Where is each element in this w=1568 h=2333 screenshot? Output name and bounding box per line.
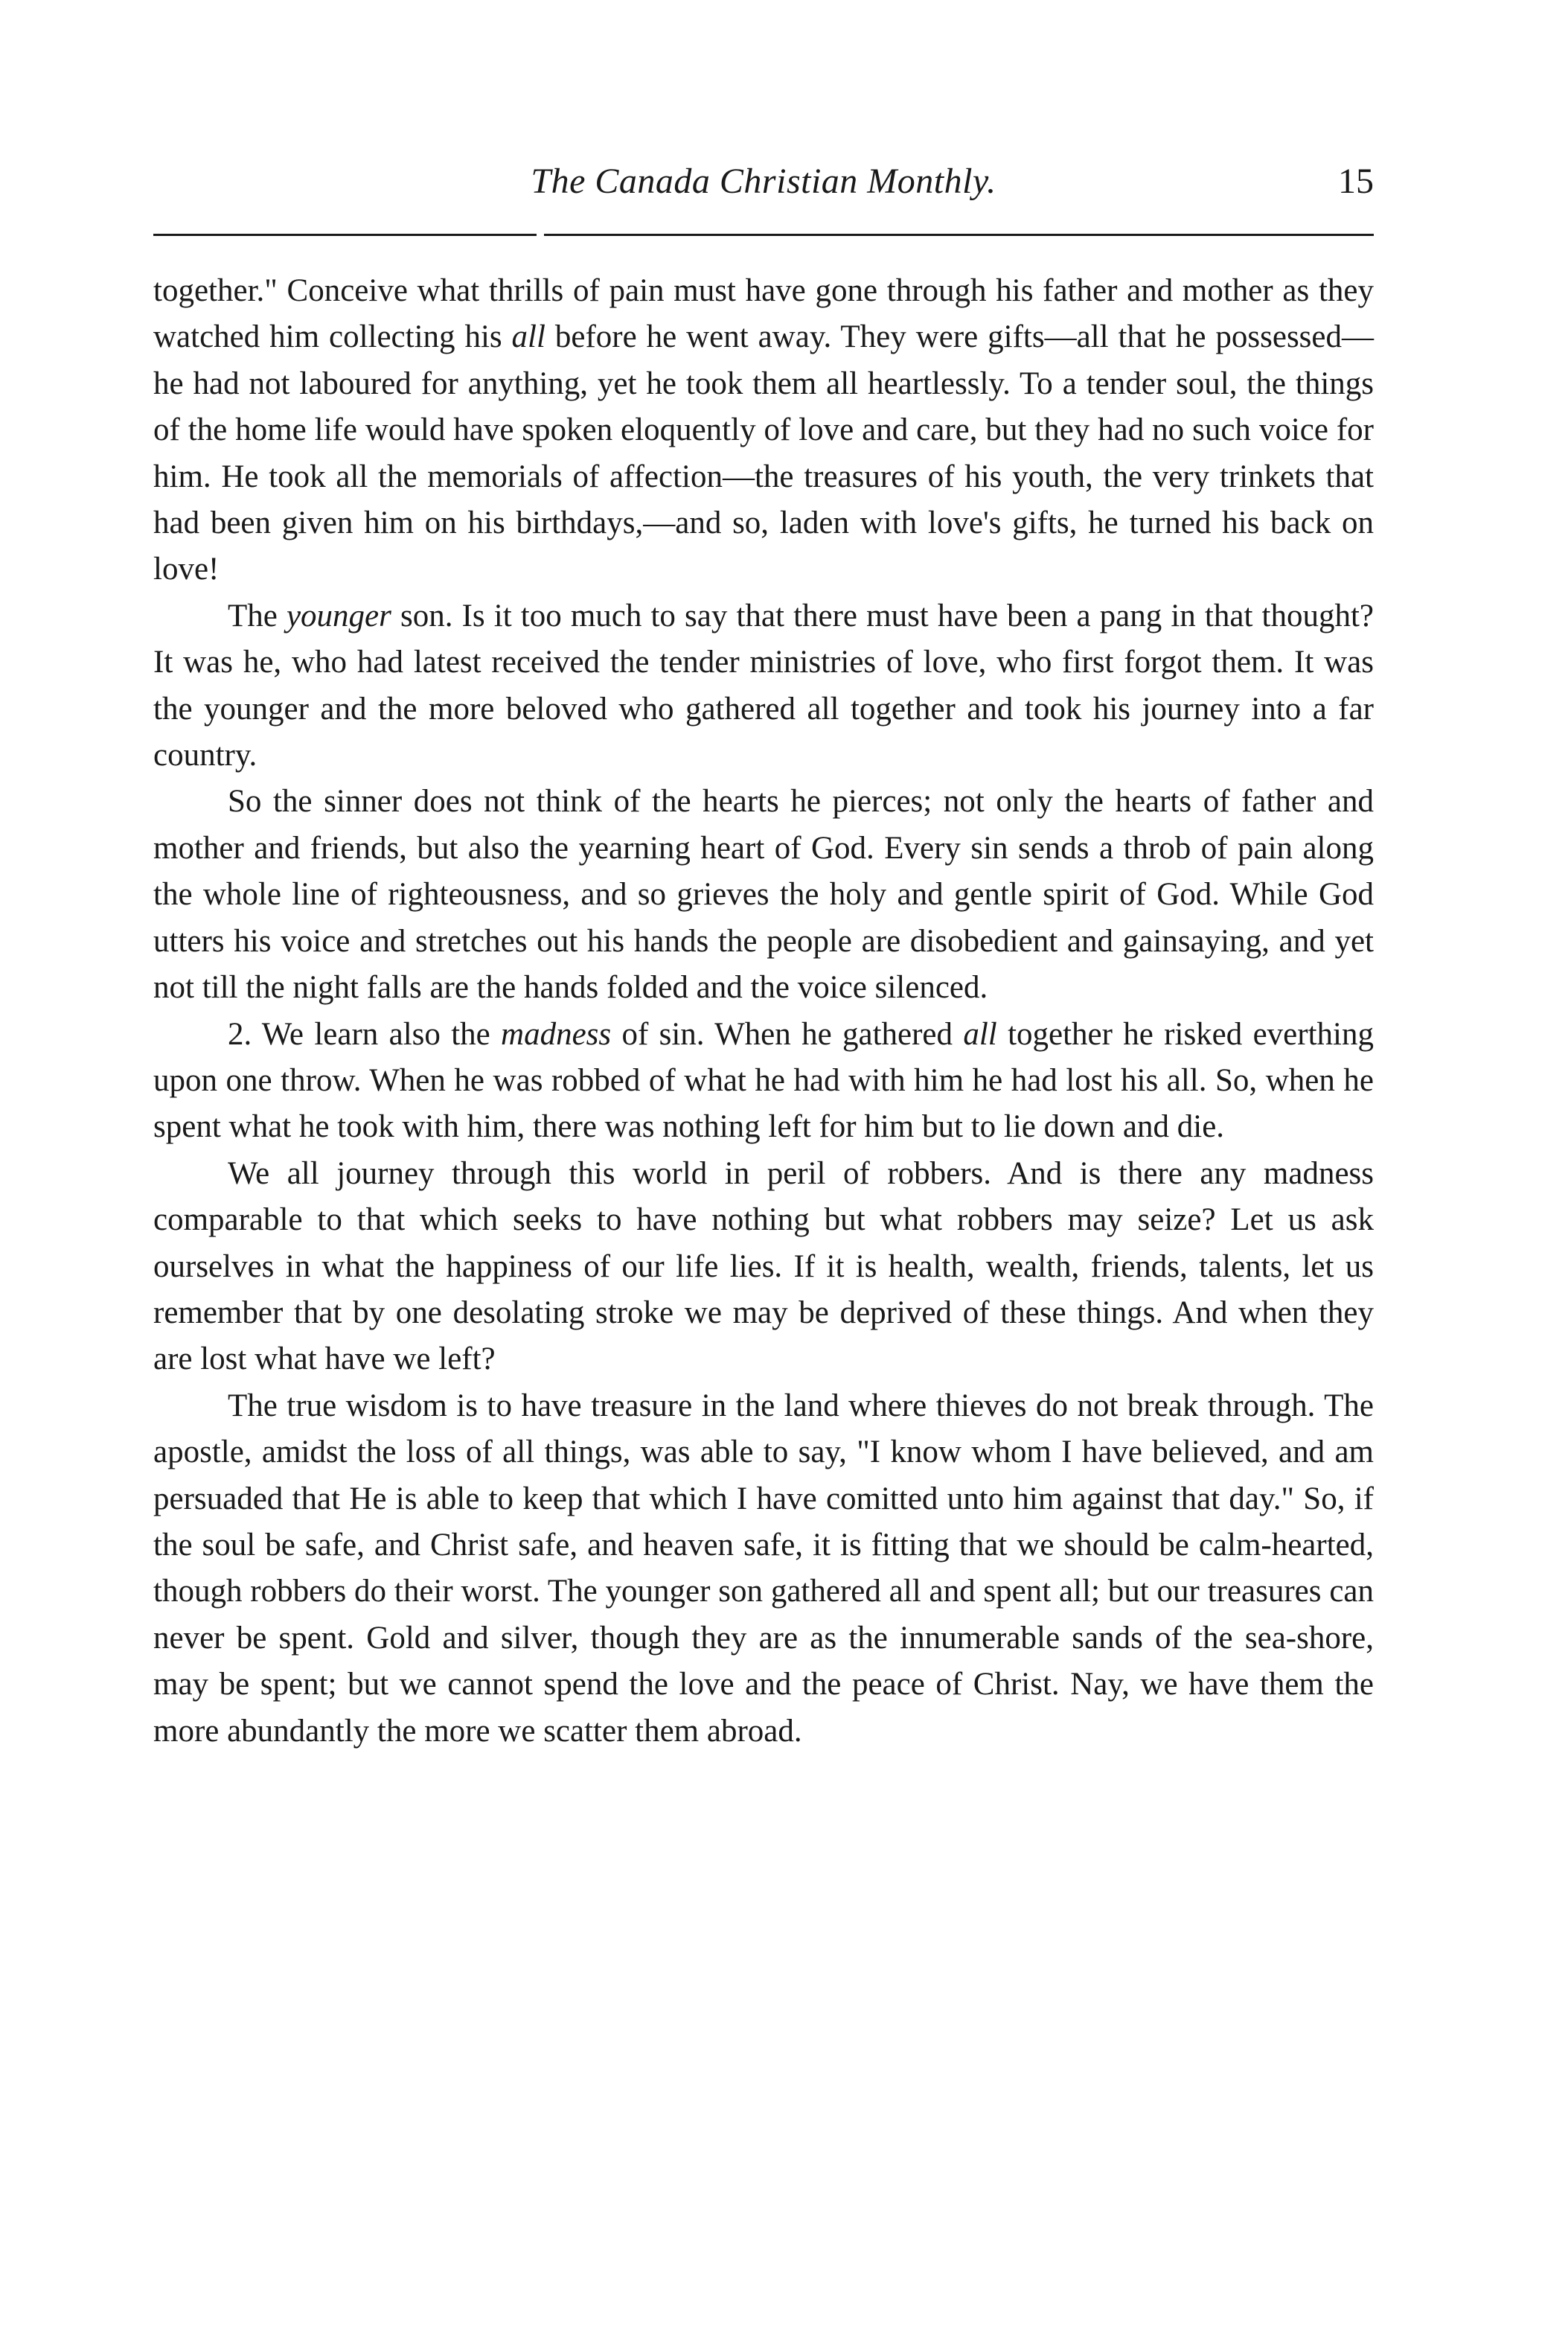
header-rule-right [544,234,1374,236]
paragraph-5 [153,1151,1374,1383]
paragraph-4-emphasis-a: madness [501,1016,612,1052]
paragraph-4-emphasis-b: all [963,1016,997,1052]
paragraph-6-text: The true wisdom is to have treasure in the land where thieves do not break through. The apostle, amidst the loss of all things, was able to say, "I know whom I have believed, and am persuaded that He is able to keep that which I have comitted unto him against that day." So, if the soul be safe, and Christ safe, and heaven safe, it is fitting that we should be calm-hearted, though robbers do their worst. The younger son gathered all and spent all; but our treasures can never be spent. Gold and silver, though they are as the innumerable sands of the sea-shore, may be spent; but we cannot spend the love and the peace of Christ. Nay, we have them the more abundantly the more we scatter them abroad. [153,1388,1374,1749]
paragraph-4-text-b: of sin. When he gathered [611,1016,964,1052]
header-rule-left [153,234,537,236]
paragraph-3-text: So the sinner does not think of the hearts he pierces; not only the hearts of father and mother and friends, but also the yearning heart of God. Every sin sends a throb of pain along the whole line of righteousness, and so grieves the holy and gentle spirit of God. While God utters his voice and stretches out his hands the people are disobedient and gainsaying, and yet not till the night falls are the hands folded and the voice silenced. [153,784,1374,1006]
running-title: The Canada Christian Monthly. [531,162,996,201]
paragraph-4 [153,1012,1374,1151]
paragraph-5-text: We all journey through this world in peril of robbers. And is there any madness comparable to that which seeks to have nothing but what robbers may seize? Let us ask ourselves in what the happiness of our life lies. If it is health, wealth, friends, talents, let us remember that by one desolating stroke we may be deprived of these things. And when they are lost what have we left? [153,1155,1374,1377]
paragraph-4-text-a: 2. We learn also the [228,1016,502,1052]
paragraph-2-text-b: son. Is it too much to say that there must have been a pang in that thought? It was he, who had latest received the tender ministries of love, who first forgot them. It was the younger and the more beloved who gathered all together and took his journey into a far country. [153,598,1374,773]
paragraph-2-emphasis: younger [286,598,391,633]
paragraph-1-text-b: before he went away. They were gifts—all that he possessed—he had not laboured for anything, yet he took them all heartlessly. To a tender soul, the things of the home life would have spoken eloquently of love and care, but they had no such voice for him. He took all the memorials of affection—the treasures of his youth, the very trinkets that had been given him on his birthdays,—and so, laden with love's gifts, he turned his back on love! [153,319,1374,587]
paragraph-2-text-a: The [228,598,287,633]
paragraph-1-text-a: together." Conceive what thrills of pain must have gone through his father and mother as they watched him collecting his [153,273,1374,355]
body-text [153,268,1374,1755]
header-rule [153,234,1374,241]
paragraph-3 [153,779,1374,1011]
paragraph-2 [153,593,1374,779]
page-header [153,146,1374,213]
paragraph-1 [153,268,1374,593]
paragraph-1-emphasis: all [511,319,545,355]
paragraph-4-text-c: together he risked everthing upon one throw. When he was robbed of what he had with him he had lost his all. So, when he spent what he took with him, there was nothing left for him but to lie down and die. [153,1016,1374,1145]
page-number: 15 [1338,162,1374,201]
paragraph-6 [153,1383,1374,1755]
